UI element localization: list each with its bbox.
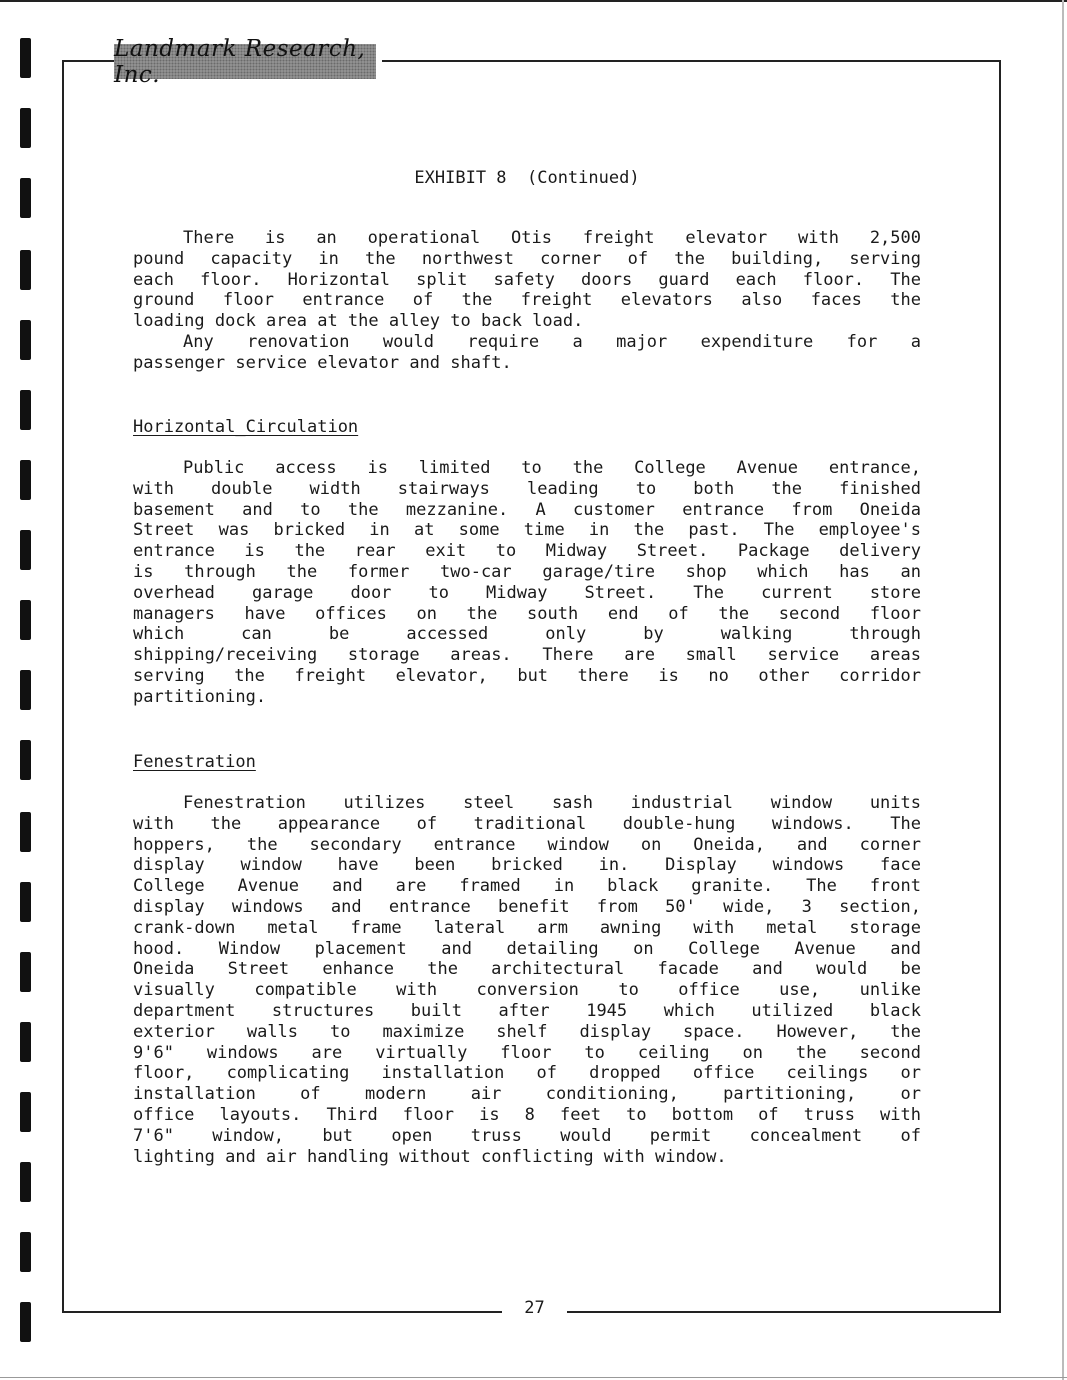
text-line: passenger service elevator and shaft. <box>133 352 512 373</box>
binding-hole <box>20 882 31 922</box>
page-frame-top <box>62 60 114 62</box>
text-line: with double width stairways leading to both the finished <box>133 478 921 499</box>
binding-hole <box>20 178 31 218</box>
text-line: display windows and entrance benefit from 50' wide, 3 section, <box>133 896 921 917</box>
text-line: Oneida Street enhance the architectural facade and would be <box>133 959 921 980</box>
text-line: overhead garage door to Midway Street. The current store <box>133 582 921 603</box>
text-line: department structures built after 1945 which utilized black <box>133 1000 921 1021</box>
section-heading-fenestration: Fenestration <box>133 752 256 772</box>
binding-hole <box>20 1232 31 1272</box>
fenestration-paragraph <box>133 793 921 1167</box>
text-line: pound capacity in the northwest corner of the building, serving <box>133 248 921 269</box>
page-frame-right <box>999 60 1001 1313</box>
page-frame-bottom <box>62 1311 502 1313</box>
binding-hole <box>20 600 31 640</box>
page-frame-left <box>62 60 64 1313</box>
binding-hole <box>20 1022 31 1062</box>
text-line: serving the freight elevator, but there is no other corridor <box>133 665 921 686</box>
text-line: is through the former two-car garage/tire shop which has an <box>133 561 921 582</box>
text-line: hoppers, the secondary entrance window on Oneida, and corner <box>133 834 921 855</box>
text-line: Any renovation would require a major expenditure for a <box>183 331 921 352</box>
company-logo <box>114 35 376 88</box>
binding-hole <box>20 1092 31 1132</box>
horizontal-circulation-paragraph <box>133 458 921 708</box>
elevator-paragraph <box>133 228 921 374</box>
text-line: office layouts. Third floor is 8 feet to bottom of truss with <box>133 1104 921 1125</box>
exhibit-title: EXHIBIT 8 (Continued) <box>414 168 640 188</box>
binding-hole <box>20 530 31 570</box>
text-line: floor, complicating installation of dropped office ceilings or <box>133 1063 921 1084</box>
page-number: 27 <box>524 1298 545 1318</box>
text-line: ground floor entrance of the freight elevators also faces the <box>133 290 921 311</box>
logo-text: Landmark Research, Inc. <box>114 35 366 88</box>
text-line: Public access is limited to the College Avenue entrance, <box>183 458 921 478</box>
text-line: crank-down metal frame lateral arm awning with metal storage <box>133 917 921 938</box>
text-line: lighting and air handling without conflicting with window. <box>133 1146 727 1167</box>
binding-hole <box>20 250 31 290</box>
text-line: entrance is the rear exit to Midway Street. Package delivery <box>133 541 921 562</box>
binding-hole <box>20 952 31 992</box>
binding-hole <box>20 38 31 78</box>
text-line: basement and to the mezzanine. A customer entrance from Oneida <box>133 499 921 520</box>
text-line: loading dock area at the alley to back load. <box>133 311 584 332</box>
text-line: partitioning. <box>133 686 267 707</box>
text-line: managers have offices on the south end of the second floor <box>133 603 921 624</box>
text-line: College Avenue and are framed in black granite. The front <box>133 876 921 897</box>
text-line: hood. Window placement and detailing on College Avenue and <box>133 938 921 959</box>
binding-hole <box>20 108 31 148</box>
text-line: 7'6" window, but open truss would permit concealment of <box>133 1125 921 1146</box>
page-top-edge <box>0 0 1067 2</box>
page-bottom-edge <box>0 1377 1067 1378</box>
binding-hole <box>20 390 31 430</box>
binding-hole <box>20 670 31 710</box>
text-line: which can be accessed only by walking through <box>133 624 921 645</box>
page-frame-bottom <box>567 1311 1001 1313</box>
text-line: Fenestration utilizes steel sash industrial window units <box>183 793 921 813</box>
text-line: visually compatible with conversion to office use, unlike <box>133 980 921 1001</box>
binding-holes <box>20 0 32 1380</box>
text-line: exterior walls to maximize shelf display space. However, the <box>133 1021 921 1042</box>
binding-hole <box>20 460 31 500</box>
binding-hole <box>20 1302 31 1342</box>
text-line: with the appearance of traditional double-hung windows. The <box>133 813 921 834</box>
page-right-edge <box>1062 0 1064 1380</box>
text-line: each floor. Horizontal split safety doors guard each floor. The <box>133 269 921 290</box>
section-heading-horizontal-circulation: Horizontal_Circulation <box>133 417 359 437</box>
text-line: 9'6" windows are virtually floor to ceiling on the second <box>133 1042 921 1063</box>
binding-hole <box>20 1162 31 1202</box>
page-frame-top <box>382 60 1001 62</box>
binding-hole <box>20 740 31 780</box>
text-line: installation of modern air conditioning, partitioning, or <box>133 1084 921 1105</box>
text-line: shipping/receiving storage areas. There are small service areas <box>133 645 921 666</box>
binding-hole <box>20 320 31 360</box>
binding-hole <box>20 812 31 852</box>
text-line: There is an operational Otis freight elevator with 2,500 <box>183 228 921 248</box>
text-line: display window have been bricked in. Display windows face <box>133 855 921 876</box>
text-line: Street was bricked in at some time in the past. The employee's <box>133 520 921 541</box>
